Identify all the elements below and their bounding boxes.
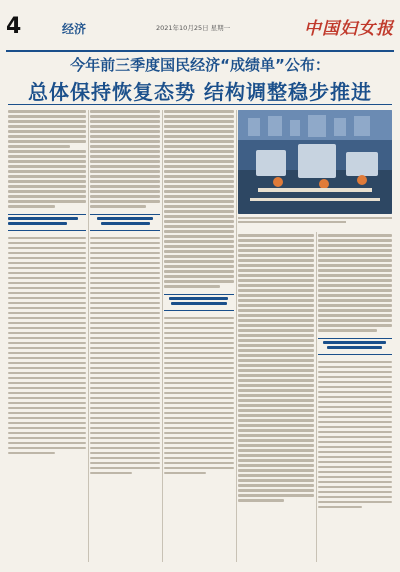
article-column-3 xyxy=(164,110,234,562)
factory-photo-image xyxy=(238,110,392,214)
text-block xyxy=(90,237,160,475)
article-column-1 xyxy=(8,110,86,562)
section-name: 经济 xyxy=(62,22,87,36)
text-block xyxy=(164,110,234,288)
article-column-4 xyxy=(238,234,314,562)
text-block xyxy=(164,317,234,475)
masthead xyxy=(6,6,394,52)
headline-rule xyxy=(8,104,392,105)
text-block xyxy=(8,237,86,455)
subhead-box xyxy=(90,214,160,231)
text-block xyxy=(90,110,160,208)
text-block xyxy=(238,234,314,502)
article-column-2 xyxy=(90,110,160,562)
headline-kicker: 今年前三季度国民经济“成绩单”公布： xyxy=(70,56,330,74)
text-block xyxy=(318,361,392,509)
subhead-box xyxy=(8,214,86,231)
column-divider xyxy=(88,110,89,562)
column-divider xyxy=(236,110,237,562)
text-block xyxy=(8,110,86,208)
subhead-box xyxy=(164,294,234,311)
headline-title: 总体保持恢复态势 结构调整稳步推进 xyxy=(28,80,372,104)
column-divider xyxy=(162,110,163,562)
newspaper-logo: 中国妇女报 xyxy=(304,19,394,39)
text-block xyxy=(318,234,392,332)
article-column-5 xyxy=(318,234,392,562)
issue-meta: 2021年10月25日 星期一 xyxy=(156,24,231,32)
column-divider xyxy=(316,232,317,562)
subhead-box xyxy=(318,338,392,355)
page-number: 4 xyxy=(6,14,22,39)
factory-photo xyxy=(238,110,392,214)
photo-caption xyxy=(238,217,392,229)
